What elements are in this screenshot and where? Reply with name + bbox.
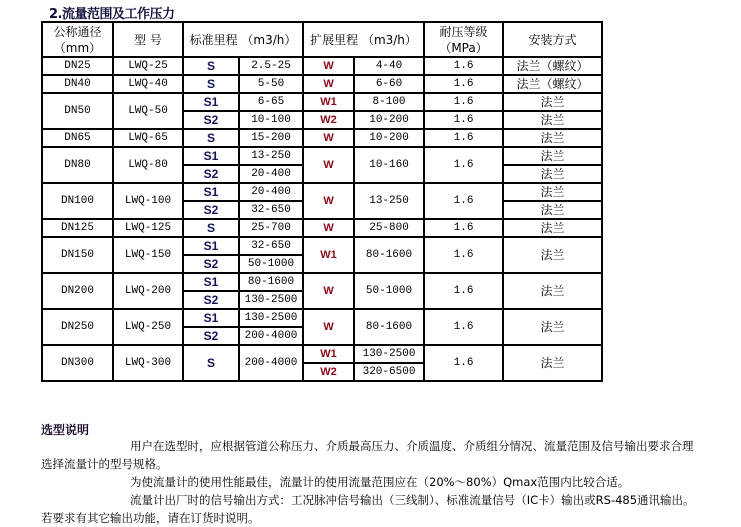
- ext-range-code: W: [303, 57, 354, 75]
- std-range-code: S2: [183, 255, 239, 273]
- notes-paragraph: 为使流量计的使用性能最佳，流量计的使用流量范围应在（20%～80%）Qmax范围内比较合适。: [130, 475, 630, 489]
- std-range-value: 130-2500: [239, 291, 303, 309]
- ext-range-code: W: [303, 309, 354, 345]
- std-range-code: S: [183, 57, 239, 75]
- nominal-diameter: DN200: [42, 273, 113, 309]
- nominal-diameter: DN40: [42, 75, 113, 93]
- ext-range-value: 10-160: [354, 147, 424, 183]
- ext-range-code: W: [303, 273, 354, 309]
- ext-range-value: 6-60: [354, 75, 424, 93]
- table-row: [42, 219, 602, 237]
- std-range-value: 50-1000: [239, 255, 303, 273]
- ext-range-code: W1: [303, 345, 354, 363]
- flow-range-table: [41, 21, 603, 382]
- mounting-type: 法兰: [503, 201, 602, 219]
- model-number: LWQ-40: [113, 75, 183, 93]
- std-range-code: S1: [183, 183, 239, 201]
- header-mount: 安装方式: [503, 22, 602, 57]
- pressure-rating: 1.6: [424, 183, 503, 219]
- ext-range-code: W2: [303, 111, 354, 129]
- mounting-type: 法兰（螺纹）: [503, 75, 602, 93]
- model-number: LWQ-250: [113, 309, 183, 345]
- ext-range-value: 80-1600: [354, 237, 424, 273]
- model-number: LWQ-300: [113, 345, 183, 381]
- ext-range-value: 8-100: [354, 93, 424, 111]
- table-row: [42, 237, 602, 255]
- ext-range-value: 130-2500: [354, 345, 424, 363]
- header-pressure: 耐压等级（MPa）: [424, 22, 503, 57]
- table-row: [42, 183, 602, 201]
- table-row: [42, 129, 602, 147]
- table-row: [42, 147, 602, 165]
- pressure-rating: 1.6: [424, 309, 503, 345]
- table-header-row: [42, 22, 602, 57]
- ext-range-value: 320-6500: [354, 363, 424, 381]
- section-title: 2.流量范围及工作压力: [49, 7, 175, 22]
- ext-range-code: W: [303, 219, 354, 237]
- model-number: LWQ-25: [113, 57, 183, 75]
- std-range-code: S2: [183, 165, 239, 183]
- header-model: 型 号: [113, 22, 183, 57]
- std-range-code: S2: [183, 291, 239, 309]
- ext-range-value: 13-250: [354, 183, 424, 219]
- std-range-code: S: [183, 345, 239, 381]
- std-range-code: S2: [183, 327, 239, 345]
- mounting-type: 法兰: [503, 345, 602, 381]
- std-range-value: 10-100: [239, 111, 303, 129]
- header-ext-range: 扩展里程 （m3/h）: [303, 22, 424, 57]
- ext-range-code: W: [303, 183, 354, 219]
- notes-paragraph: 流量计出厂时的信号输出方式：工况脉冲信号输出（三线制）、标准流量信号（IC卡）输出或RS-485通讯输出。若要求有其它输出功能，请在订货时说明。: [41, 493, 695, 525]
- mounting-type: 法兰: [503, 165, 602, 183]
- nominal-diameter: DN300: [42, 345, 113, 381]
- std-range-value: 32-650: [239, 237, 303, 255]
- ext-range-code: W2: [303, 363, 354, 381]
- table-row: [42, 273, 602, 291]
- ext-range-code: W1: [303, 93, 354, 111]
- pressure-rating: 1.6: [424, 273, 503, 309]
- mounting-type: 法兰: [503, 147, 602, 165]
- nominal-diameter: DN80: [42, 147, 113, 183]
- table-row: [42, 309, 602, 327]
- ext-range-value: 10-200: [354, 129, 424, 147]
- nominal-diameter: DN100: [42, 183, 113, 219]
- std-range-code: S2: [183, 201, 239, 219]
- ext-range-value: 25-800: [354, 219, 424, 237]
- std-range-value: 20-400: [239, 183, 303, 201]
- std-range-value: 5-50: [239, 75, 303, 93]
- std-range-value: 20-400: [239, 165, 303, 183]
- pressure-rating: 1.6: [424, 147, 503, 183]
- ext-range-value: 4-40: [354, 57, 424, 75]
- mounting-type: 法兰: [503, 309, 602, 345]
- std-range-value: 200-4000: [239, 327, 303, 345]
- model-number: LWQ-200: [113, 273, 183, 309]
- std-range-value: 15-200: [239, 129, 303, 147]
- notes-title: 选型说明: [41, 423, 90, 437]
- std-range-code: S1: [183, 273, 239, 291]
- nominal-diameter: DN50: [42, 93, 113, 129]
- model-number: LWQ-65: [113, 129, 183, 147]
- mounting-type: 法兰: [503, 111, 602, 129]
- ext-range-code: W: [303, 129, 354, 147]
- std-range-code: S1: [183, 147, 239, 165]
- mounting-type: 法兰: [503, 273, 602, 309]
- mounting-type: 法兰: [503, 93, 602, 111]
- header-dn: 公称通径（mm）: [42, 22, 113, 57]
- std-range-value: 80-1600: [239, 273, 303, 291]
- std-range-value: 25-700: [239, 219, 303, 237]
- ext-range-code: W: [303, 75, 354, 93]
- pressure-rating: 1.6: [424, 93, 503, 111]
- ext-range-code: W: [303, 147, 354, 183]
- pressure-rating: 1.6: [424, 237, 503, 273]
- notes-paragraph: 用户在选型时，应根据管道公称压力、介质最高压力、介质温度、介质组分情况、流量范围及信号输出要求合理选择流量计的型号规格。: [41, 439, 694, 471]
- ext-range-value: 10-200: [354, 111, 424, 129]
- table-row: [42, 93, 602, 111]
- nominal-diameter: DN150: [42, 237, 113, 273]
- mounting-type: 法兰: [503, 237, 602, 273]
- ext-range-value: 50-1000: [354, 273, 424, 309]
- pressure-rating: 1.6: [424, 345, 503, 381]
- mounting-type: 法兰: [503, 219, 602, 237]
- pressure-rating: 1.6: [424, 75, 503, 93]
- mounting-type: 法兰: [503, 183, 602, 201]
- pressure-rating: 1.6: [424, 219, 503, 237]
- model-number: LWQ-80: [113, 147, 183, 183]
- ext-range-code: W1: [303, 237, 354, 273]
- mounting-type: 法兰: [503, 129, 602, 147]
- nominal-diameter: DN250: [42, 309, 113, 345]
- table-row: [42, 57, 602, 75]
- std-range-value: 130-2500: [239, 309, 303, 327]
- model-number: LWQ-50: [113, 93, 183, 129]
- std-range-code: S: [183, 129, 239, 147]
- std-range-code: S1: [183, 237, 239, 255]
- model-number: LWQ-100: [113, 183, 183, 219]
- std-range-value: 13-250: [239, 147, 303, 165]
- std-range-code: S1: [183, 309, 239, 327]
- ext-range-value: 80-1600: [354, 309, 424, 345]
- std-range-code: S: [183, 75, 239, 93]
- mounting-type: 法兰（螺纹）: [503, 57, 602, 75]
- std-range-value: 6-65: [239, 93, 303, 111]
- nominal-diameter: DN125: [42, 219, 113, 237]
- std-range-code: S: [183, 219, 239, 237]
- table-row: [42, 75, 602, 93]
- nominal-diameter: DN25: [42, 57, 113, 75]
- model-number: LWQ-150: [113, 237, 183, 273]
- table-row: [42, 345, 602, 363]
- std-range-value: 2.5-25: [239, 57, 303, 75]
- std-range-code: S2: [183, 111, 239, 129]
- pressure-rating: 1.6: [424, 57, 503, 75]
- header-std-range: 标准里程 （m3/h）: [183, 22, 303, 57]
- std-range-value: 200-4000: [239, 345, 303, 381]
- pressure-rating: 1.6: [424, 129, 503, 147]
- std-range-value: 32-650: [239, 201, 303, 219]
- std-range-code: S1: [183, 93, 239, 111]
- pressure-rating: 1.6: [424, 111, 503, 129]
- model-number: LWQ-125: [113, 219, 183, 237]
- nominal-diameter: DN65: [42, 129, 113, 147]
